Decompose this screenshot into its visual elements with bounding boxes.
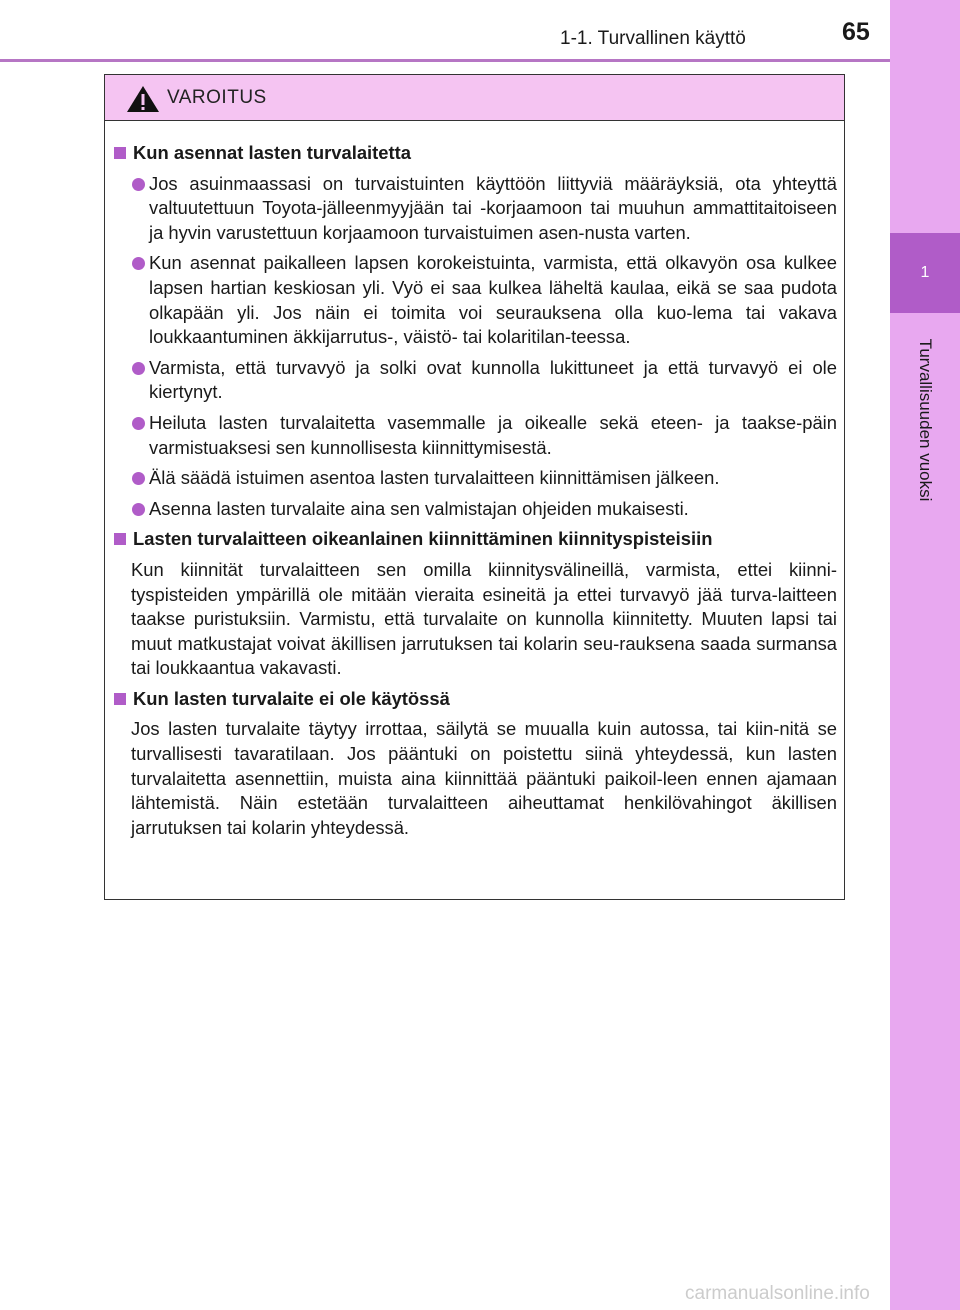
bullet-item: Asenna lasten turvalaite aina sen valmistajan ohjeiden mukaisesti. <box>113 497 837 522</box>
header-rule <box>0 59 890 62</box>
section-paragraph: Kun kiinnität turvalaitteen sen omilla kiinnitysvälineillä, varmista, ettei kiinni-tyspisteiden ympärillä ole mitään vieraita esineitä ja ettei turvavyö jää turva-laitteen taakse puristuksiin. Varmistu, että turvalaite on kunnolla kiinnitetty. Muuten lapsi tai muut matkustajat voivat äkillisen jarrutuksen tai kolarin seu-rauksena saada surmansa tai loukkaantua vakavasti. <box>131 558 837 679</box>
square-bullet-icon <box>114 147 126 159</box>
section-heading: Kun lasten turvalaite ei ole käytössä <box>113 687 837 712</box>
chapter-number: 1 <box>890 233 960 313</box>
circle-bullet-icon <box>132 472 145 485</box>
section-title: 1-1. Turvallinen käyttö <box>560 28 746 49</box>
section-paragraph: Jos lasten turvalaite täytyy irrottaa, säilytä se muualla kuin autossa, tai kiin-nitä se turvallisesti tavaratilaan. Jos pääntuki on poistettu siinä yhteydessä, kun lasten turvalaitetta asennettiin, muista aina kiinnittää pääntuki paikoil-leen ennen ajamaan lähtemistä. Näin estetään turvalaitteen aiheuttamat henkilövahingot äkillisen jarrutuksen tai kolarin yhteydessä. <box>131 718 837 838</box>
circle-bullet-icon <box>132 257 145 270</box>
page-number: 65 <box>842 18 870 46</box>
section-heading: Lasten turvalaitteen oikeanlainen kiinnittäminen kiinnityspisteisiin <box>113 527 837 552</box>
square-bullet-icon <box>114 533 126 545</box>
bullet-item: Jos asuinmaassasi on turvaistuinten käyttöön liittyviä määräyksiä, ota yhteyttä valtuutettuun Toyota-jälleenmyyjään tai -korjaamoon tai muuhun ammattitaitoiseen ja hyvin varustettuun korjaamoon turvaistuimen asen-nusta varten. <box>113 172 837 246</box>
circle-bullet-icon <box>132 178 145 191</box>
circle-bullet-icon <box>132 362 145 375</box>
warning-header <box>105 75 844 121</box>
bullet-item: Älä säädä istuimen asentoa lasten turvalaitteen kiinnittämisen jälkeen. <box>113 466 837 491</box>
chapter-side-tab <box>890 0 960 1310</box>
square-bullet-icon <box>114 693 126 705</box>
bullet-item: Heiluta lasten turvalaitetta vasemmalle ja oikealle sekä eteen- ja taakse-päin varmistuaksesi sen kunnollisesta kiinnittymisestä. <box>113 411 837 460</box>
warning-title: VAROITUS <box>167 87 267 108</box>
circle-bullet-icon <box>132 503 145 516</box>
section-heading: Kun asennat lasten turvalaitetta <box>113 141 837 166</box>
warning-triangle-icon <box>126 85 160 113</box>
circle-bullet-icon <box>132 417 145 430</box>
watermark: carmanualsonline.info <box>685 1283 870 1304</box>
warning-box <box>104 74 845 900</box>
bullet-item: Kun asennat paikalleen lapsen korokeistuinta, varmista, että olkavyön osa kulkee lapsen hartian keskiosan yli. Vyö ei saa kulkea läheltä kaulaa, eikä se saa pudota olkapään yli. Jos näin ei toimita voi seurauksena olla kuo-lema tai vakava loukkaantuminen äkkijarrutus-, väistö- tai kolaritilan-teessa. <box>113 251 837 349</box>
warning-body <box>105 121 844 840</box>
chapter-title: Turvallisuuden vuoksi <box>916 338 935 502</box>
bullet-item: Varmista, että turvavyö ja solki ovat kunnolla lukittuneet ja että turvavyö ei ole kiertynyt. <box>113 356 837 405</box>
